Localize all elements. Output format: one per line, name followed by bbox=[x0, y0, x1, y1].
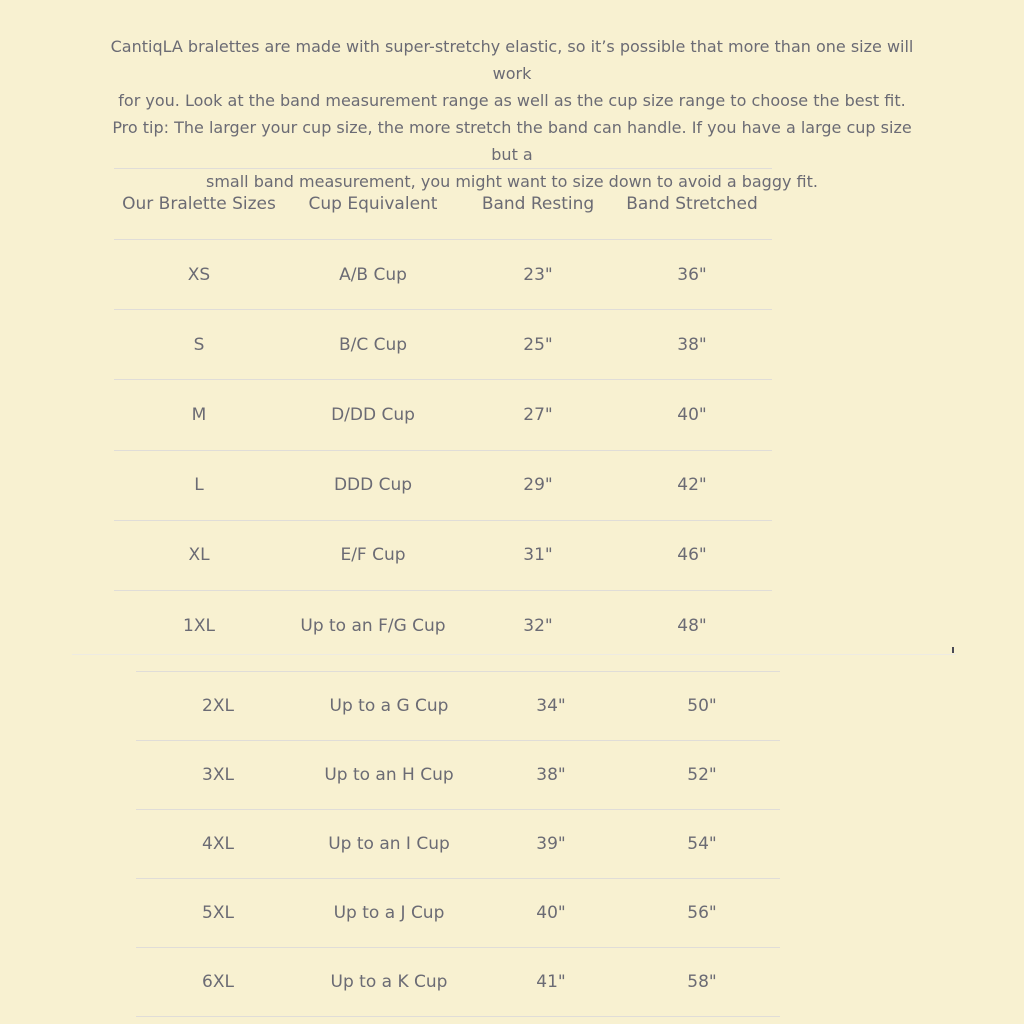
table-row bbox=[136, 947, 780, 1017]
band-stretched-cell: 54" bbox=[687, 834, 717, 854]
cup-cell: Up to an F/G Cup bbox=[300, 615, 446, 636]
band-stretched-cell: 36" bbox=[677, 264, 707, 285]
table-row bbox=[136, 740, 780, 809]
table-row bbox=[136, 671, 780, 740]
band-resting-cell: 38" bbox=[536, 765, 566, 785]
band-resting-cell: 40" bbox=[536, 903, 566, 923]
header-bralette-sizes: Our Bralette Sizes bbox=[122, 194, 276, 214]
band-stretched-cell: 50" bbox=[687, 696, 717, 716]
intro-line: Pro tip: The larger your cup size, the more stretch the band can handle. If you have a large cup size but a bbox=[112, 118, 912, 164]
header-band-resting: Band Resting bbox=[481, 194, 595, 214]
size-cell: M bbox=[191, 404, 207, 425]
cup-cell: A/B Cup bbox=[339, 264, 407, 285]
size-cell: 3XL bbox=[202, 765, 234, 785]
band-stretched-cell: 46" bbox=[677, 545, 707, 566]
band-stretched-cell: 52" bbox=[687, 765, 717, 785]
size-cell: 1XL bbox=[183, 615, 215, 636]
section-divider bbox=[72, 654, 956, 655]
intro-line: small band measurement, you might want to size down to avoid a baggy fit. bbox=[206, 172, 818, 191]
cup-cell: D/DD Cup bbox=[331, 404, 415, 425]
band-resting-cell: 29" bbox=[523, 475, 553, 496]
cup-cell: DDD Cup bbox=[333, 475, 413, 496]
table-row bbox=[114, 520, 772, 590]
size-cell: XL bbox=[188, 545, 210, 566]
band-resting-cell: 32" bbox=[523, 615, 553, 636]
band-stretched-cell: 58" bbox=[687, 972, 717, 992]
band-stretched-cell: 42" bbox=[677, 475, 707, 496]
tick-mark bbox=[952, 647, 954, 653]
table-row bbox=[114, 309, 772, 379]
intro-line: for you. Look at the band measurement range as well as the cup size range to choose the best fit. bbox=[118, 91, 906, 110]
table-row bbox=[114, 450, 772, 520]
band-resting-cell: 31" bbox=[523, 545, 553, 566]
band-resting-cell: 39" bbox=[536, 834, 566, 854]
table-header-row bbox=[114, 168, 772, 239]
band-stretched-cell: 48" bbox=[677, 615, 707, 636]
cup-cell: Up to an I Cup bbox=[328, 834, 450, 854]
size-cell: L bbox=[194, 475, 204, 496]
cup-cell: Up to a G Cup bbox=[329, 696, 449, 716]
band-resting-cell: 27" bbox=[523, 404, 553, 425]
size-cell: S bbox=[193, 334, 205, 355]
size-chart-table-top bbox=[114, 168, 772, 660]
band-resting-cell: 41" bbox=[536, 972, 566, 992]
size-cell: XS bbox=[187, 264, 211, 285]
band-resting-cell: 25" bbox=[523, 334, 553, 355]
band-resting-cell: 34" bbox=[536, 696, 566, 716]
cup-cell: Up to an H Cup bbox=[324, 765, 454, 785]
size-chart-table-bottom bbox=[136, 671, 780, 1017]
intro-line: CantiqLA bralettes are made with super-stretchy elastic, so it’s possible that more than one size will work bbox=[110, 37, 914, 83]
table-row bbox=[114, 239, 772, 309]
band-stretched-cell: 56" bbox=[687, 903, 717, 923]
cup-cell: Up to a K Cup bbox=[330, 972, 448, 992]
table-row bbox=[114, 379, 772, 449]
table-row bbox=[136, 878, 780, 947]
table-row bbox=[114, 590, 772, 660]
cup-cell: Up to a J Cup bbox=[333, 903, 445, 923]
table-row bbox=[136, 809, 780, 878]
header-cup-equivalent: Cup Equivalent bbox=[308, 194, 438, 214]
size-cell: 5XL bbox=[202, 903, 234, 923]
band-resting-cell: 23" bbox=[523, 264, 553, 285]
size-cell: 4XL bbox=[202, 834, 234, 854]
header-band-stretched: Band Stretched bbox=[626, 194, 758, 214]
band-stretched-cell: 40" bbox=[677, 404, 707, 425]
size-cell: 2XL bbox=[202, 696, 234, 716]
cup-cell: E/F Cup bbox=[340, 545, 406, 566]
size-cell: 6XL bbox=[202, 972, 234, 992]
cup-cell: B/C Cup bbox=[338, 334, 408, 355]
band-stretched-cell: 38" bbox=[677, 334, 707, 355]
